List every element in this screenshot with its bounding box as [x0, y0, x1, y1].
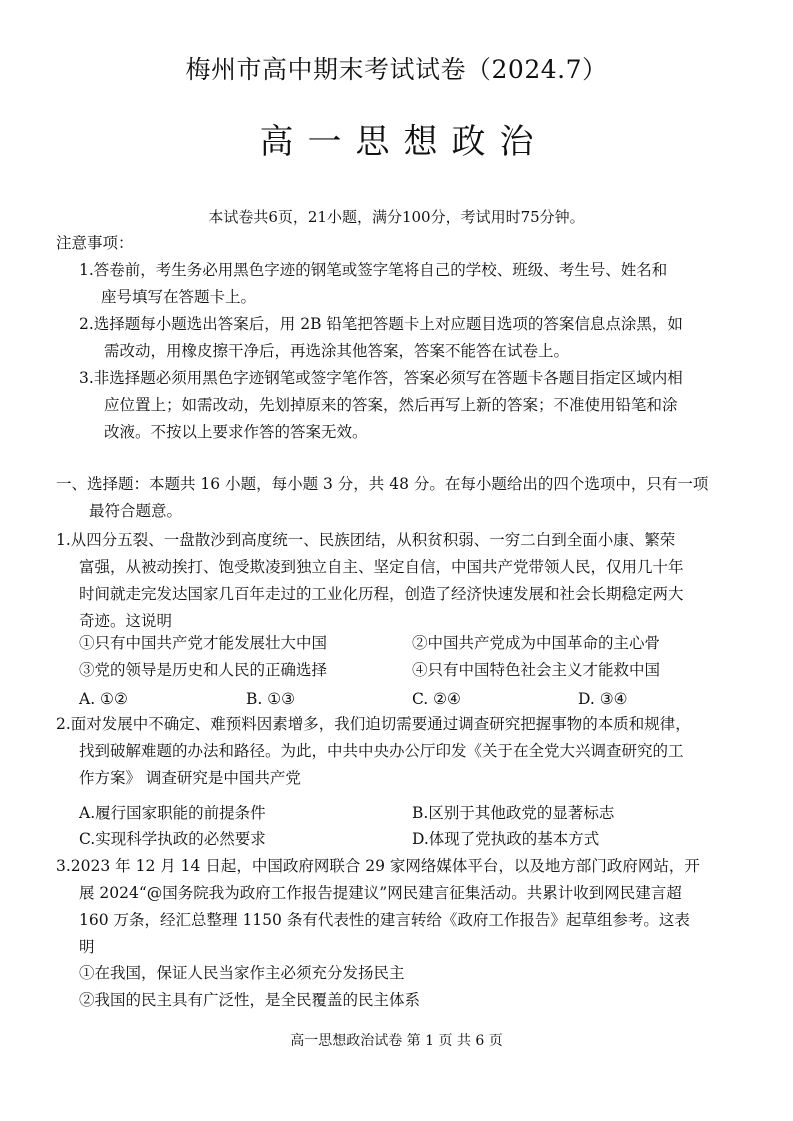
q1-option-b: B. ①③: [246, 690, 296, 708]
q1-stem-line: 富强，从被动挨打、饱受欺凌到独立自主、坚定自信，中国共产党带领人民，仅用几十年: [79, 558, 684, 576]
page-footer: 高一思想政治试卷 第 1 页 共 6 页: [290, 1033, 503, 1049]
q3-stem-line: 展 2024“@国务院我为政府工作报告提建议”网民建言征集活动。共累计收到网民建言超: [79, 884, 682, 902]
notice-line: 座号填写在答题卡上。: [101, 288, 257, 306]
section-heading: 一、选择题：本题共 16 小题，每小题 3 分，共 48 分。在每小题给出的四个选项中，只有一项: [56, 475, 709, 493]
q3-stem-line: 明: [79, 938, 95, 956]
q2-option-c: C.实现科学执政的必然要求: [79, 830, 266, 848]
q1-statement: ④只有中国特色社会主义才能救中国: [412, 661, 661, 679]
subject-title: 高一思想政治: [259, 122, 548, 162]
notice-line: 改液。不按以上要求作答的答案无效。: [104, 423, 368, 441]
q1-option-d: D. ③④: [578, 690, 628, 708]
notice-line: 1.答卷前，考生务必用黑色字迹的钢笔或签字笔将自己的学校、班级、考生号、姓名和: [79, 261, 668, 279]
q2-stem-line: 2.面对发展中不确定、难预料因素增多，我们迫切需要通过调查研究把握事物的本质和规律，: [56, 715, 691, 733]
q3-stem-line: 3.2023 年 12 月 14 日起，中国政府网联合 29 家网络媒体平台，以及地方部门政府网站，开: [56, 857, 700, 875]
q1-statement: ①只有中国共产党才能发展壮大中国: [79, 634, 328, 652]
q1-stem-line: 奇迹。这说明: [79, 612, 173, 630]
q1-statement: ②中国共产党成为中国革命的主心骨: [412, 634, 661, 652]
q3-stem-line: 160 万条，经汇总整理 1150 条有代表性的建言转给《政府工作报告》起草组参考。这表: [79, 911, 690, 929]
q3-statement: ①在我国，保证人民当家作主必须充分发扬民主: [79, 964, 405, 982]
section-heading-cont: 最符合题意。: [89, 502, 183, 520]
q1-stem-line: 时间就走完发达国家几百年走过的工业化历程，创造了经济快速发展和社会长期稳定两大: [79, 585, 684, 603]
q1-statement: ③党的领导是历史和人民的正确选择: [79, 661, 328, 679]
q2-option-a: A.履行国家职能的前提条件: [79, 804, 266, 822]
notice-line: 3.非选择题必须用黑色字迹钢笔或签字笔作答，答案必须写在答题卡各题目指定区域内相: [79, 369, 683, 387]
exam-info: 本试卷共6页，21小题，满分100分，考试用时75分钟。: [208, 208, 585, 226]
q1-option-c: C. ②④: [412, 690, 461, 708]
q2-stem-line: 找到破解难题的办法和路径。为此，中共中央办公厅印发《关于在全党大兴调查研究的工: [79, 742, 684, 760]
notice-line: 2.选择题每小题选出答案后，用 2B 铅笔把答题卡上对应题目选项的答案信息点涂黑，如: [79, 315, 683, 333]
q3-statement: ②我国的民主具有广泛性，是全民覆盖的民主体系: [79, 991, 421, 1009]
notice-line: 应位置上；如需改动，先划掉原来的答案，然后再写上新的答案；不准使用铅笔和涂: [104, 396, 678, 414]
notice-line: 需改动，用橡皮擦干净后，再选涂其他答案，答案不能答在试卷上。: [104, 342, 570, 360]
q1-stem-line: 1.从四分五裂、一盘散沙到高度统一、民族团结，从积贫积弱、一穷二白到全面小康、繁荣: [56, 531, 676, 549]
exam-title: 梅州市高中期末考试试卷（2024.7）: [185, 55, 608, 84]
q2-option-b: B.区别于其他政党的显著标志: [412, 804, 615, 822]
q2-stem-line: 作方案》 调查研究是中国共产党: [79, 769, 301, 787]
notice-heading: 注意事项：: [56, 234, 134, 252]
q1-option-a: A. ①②: [79, 690, 128, 708]
q2-option-d: D.体现了党执政的基本方式: [412, 830, 600, 848]
